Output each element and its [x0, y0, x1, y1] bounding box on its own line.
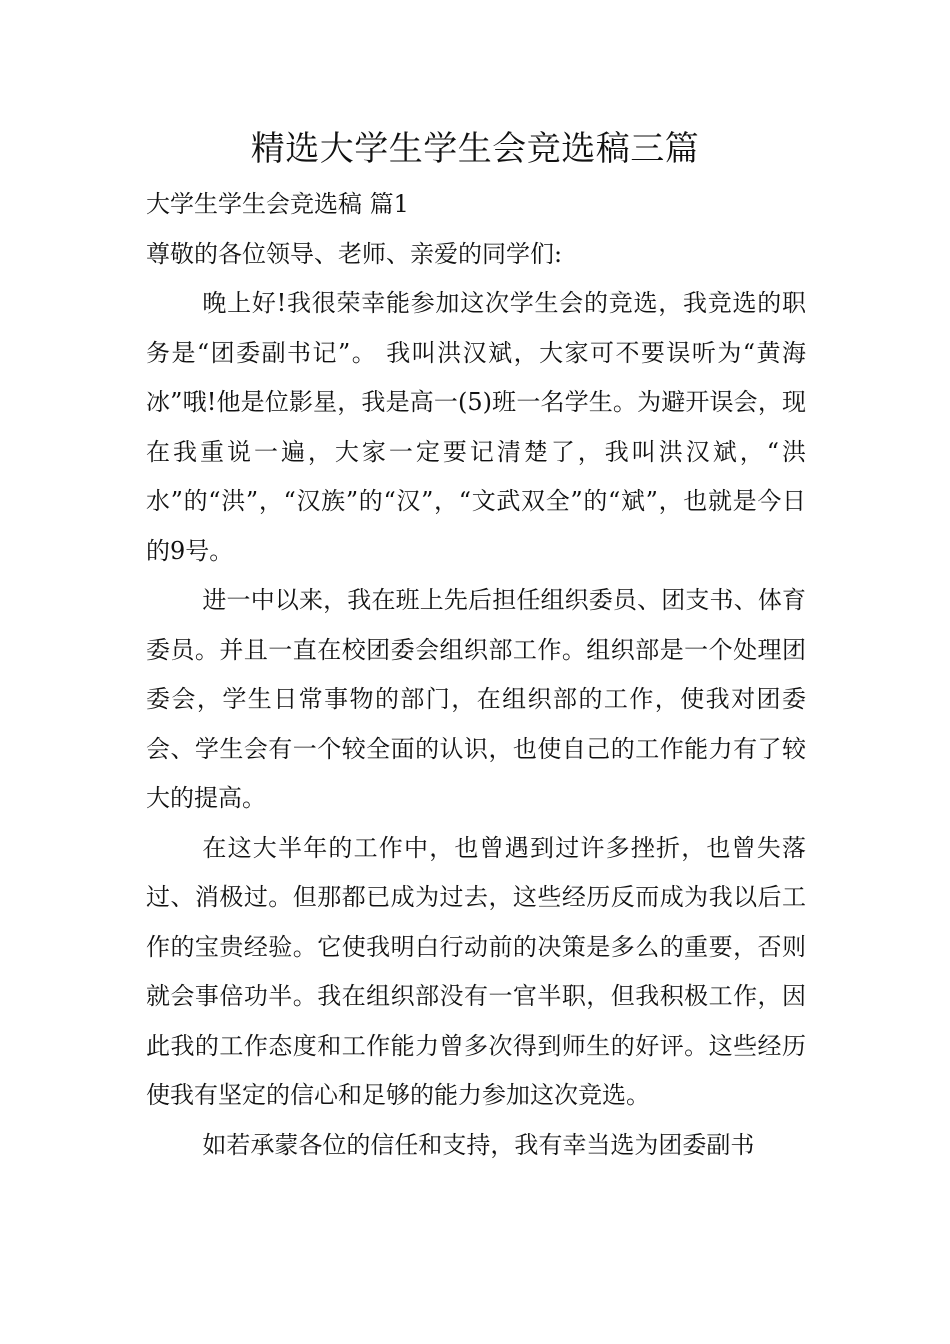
paragraph-2: 进一中以来，我在班上先后担任组织委员、团支书、体育委员。并且一直在校团委会组织部工作。组织部是一个处理团委会，学生日常事物的部门，在组织部的工作，使我对团委会、学生会有一个较全面的认识，也使自己的工作能力有了较大的提高。: [146, 586, 806, 812]
document-body: [146, 180, 806, 1170]
paragraph-1: 晚上好!我很荣幸能参加这次学生会的竞选，我竞选的职务是“团委副书记”。 我叫洪汉斌，大家可不要误听为“黄海冰”哦!他是位影星，我是高一(5)班一名学生。为避开误会，现在我重说一遍，大家一定要记清楚了，我叫洪汉斌，“洪水”的“洪”，“汉族”的“汉”，“文武双全”的“斌”，也就是今日的9号。: [146, 289, 806, 565]
paragraph-3: 在这大半年的工作中，也曾遇到过许多挫折，也曾失落过、消极过。但那都已成为过去，这些经历反而成为我以后工作的宝贵经验。它使我明白行动前的决策是多么的重要，否则就会事倍功半。我在组织部没有一官半职，但我积极工作，因此我的工作态度和工作能力曾多次得到师生的好评。这些经历使我有坚定的信心和足够的能力参加这次竞选。: [146, 833, 806, 1109]
paragraph-4: 如若承蒙各位的信任和支持，我有幸当选为团委副书: [202, 1130, 755, 1159]
section-heading: 大学生学生会竞选稿 篇1: [146, 190, 409, 218]
salutation: 尊敬的各位领导、老师、亲爱的同学们:: [146, 239, 563, 268]
document-title: 精选大学生学生会竞选稿三篇: [250, 129, 700, 169]
